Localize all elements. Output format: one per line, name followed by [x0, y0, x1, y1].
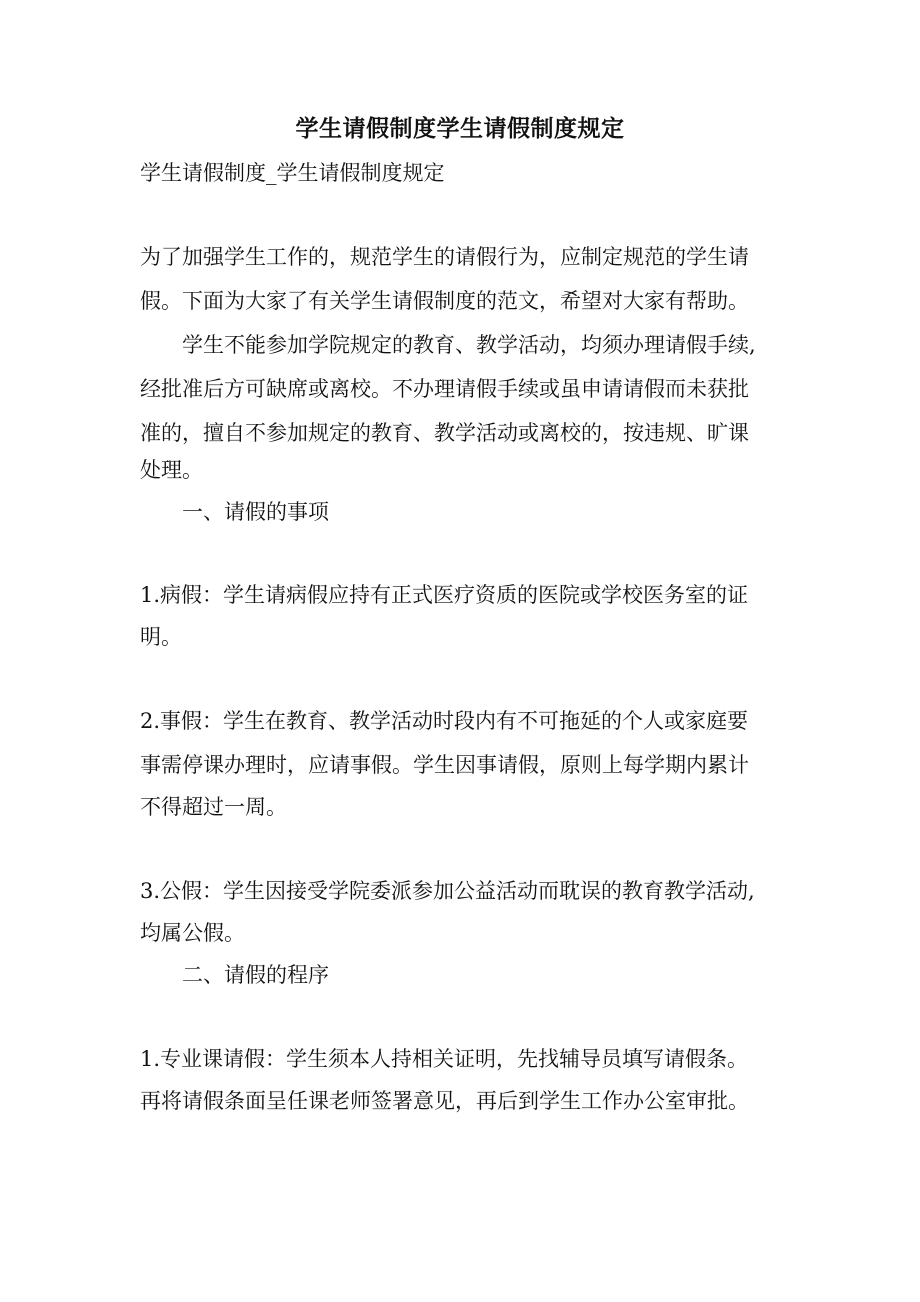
paragraph-line: 经批准后方可缺席或离校。不办理请假手续或虽申请请假而未获批	[140, 377, 749, 401]
section-heading: 二、请假的程序	[182, 963, 329, 987]
list-item-line: 事需停课办理时，应请事假。学生因事请假，原则上每学期内累计	[140, 753, 749, 777]
paragraph-line: 学生不能参加学院规定的教育、教学活动，均须办理请假手续,	[182, 333, 756, 357]
list-item-line: 1.病假：学生请病假应持有正式医疗资质的医院或学校医务室的证	[140, 583, 749, 607]
list-item-line: 3.公假：学生因接受学院委派参加公益活动而耽误的教育教学活动,	[140, 879, 755, 903]
paragraph-line: 准的，擅自不参加规定的教育、教学活动或离校的，按违规、旷课	[140, 421, 749, 445]
list-item-line: 再将请假条面呈任课老师签署意见，再后到学生工作办公室审批。	[140, 1089, 749, 1113]
intro-line: 假。下面为大家了有关学生请假制度的范文，希望对大家有帮助。	[140, 289, 749, 313]
document-subtitle: 学生请假制度_学生请假制度规定	[140, 161, 445, 185]
paragraph-line: 处理。	[140, 458, 203, 482]
document-title: 学生请假制度学生请假制度规定	[295, 115, 625, 142]
list-item-line: 2.事假：学生在教育、教学活动时段内有不可拖延的个人或家庭要	[140, 709, 749, 733]
section-heading: 一、请假的事项	[182, 500, 329, 524]
list-item-line: 明。	[140, 625, 182, 649]
list-item-line: 均属公假。	[140, 921, 245, 945]
intro-line: 为了加强学生工作的，规范学生的请假行为，应制定规范的学生请	[140, 245, 749, 269]
list-item-line: 不得超过一周。	[140, 795, 287, 819]
list-item-line: 1.专业课请假：学生须本人持相关证明，先找辅导员填写请假条。	[140, 1047, 749, 1071]
